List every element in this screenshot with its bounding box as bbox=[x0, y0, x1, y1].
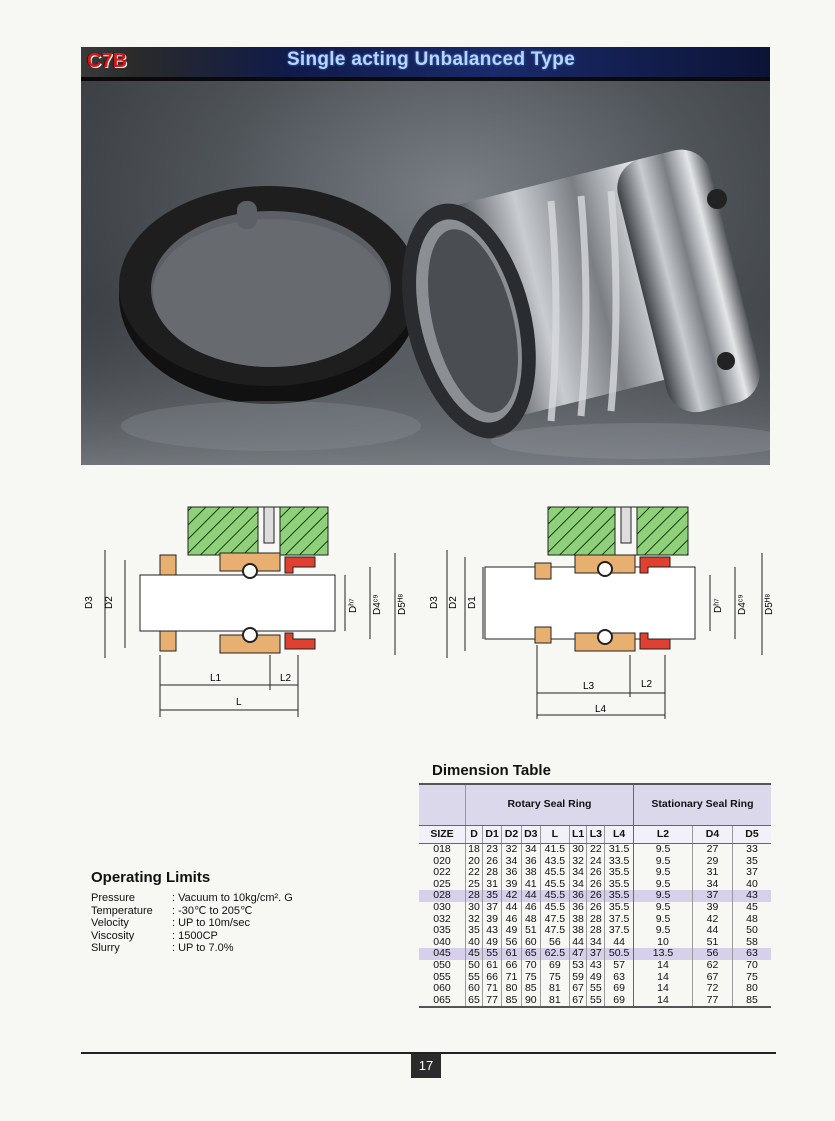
table-cell: 63 bbox=[605, 972, 634, 984]
table-cell: 9.5 bbox=[633, 856, 692, 868]
table-cell: 26 bbox=[482, 856, 501, 868]
table-cell: 31 bbox=[482, 879, 501, 891]
table-cell: 56 bbox=[502, 937, 521, 949]
table-cell: 38 bbox=[521, 867, 540, 879]
table-cell: 47.5 bbox=[540, 914, 569, 926]
table-cell: 34 bbox=[587, 937, 605, 949]
table-cell: 81 bbox=[540, 983, 569, 995]
table-cell: 85 bbox=[502, 995, 521, 1008]
table-cell: 045 bbox=[419, 948, 466, 960]
limit-value: : Vacuum to 10kg/cm². G bbox=[172, 892, 293, 904]
table-cell: 39 bbox=[482, 914, 501, 926]
label-l3: L3 bbox=[583, 681, 595, 692]
table-cell: 34 bbox=[502, 856, 521, 868]
table-cell: 29 bbox=[693, 856, 733, 868]
limit-value: : 1500CP bbox=[172, 929, 218, 942]
table-cell: 040 bbox=[433, 935, 451, 948]
group-rotary-seal-ring: Rotary Seal Ring bbox=[466, 784, 634, 826]
table-cell: 39 bbox=[693, 902, 733, 914]
limit-label: Slurry bbox=[91, 942, 120, 955]
table-cell: 51 bbox=[693, 937, 733, 949]
table-cell: 77 bbox=[482, 995, 501, 1008]
table-cell: 26 bbox=[587, 890, 605, 902]
column-header-l2: L2 bbox=[633, 826, 692, 844]
column-header-l4: L4 bbox=[605, 826, 634, 844]
table-cell: 14 bbox=[633, 960, 692, 972]
label-l2: L2 bbox=[641, 679, 653, 690]
table-cell: 35 bbox=[466, 925, 483, 937]
table-cell: 43 bbox=[732, 890, 771, 902]
table-cell: 33.5 bbox=[605, 856, 634, 868]
table-cell: 69 bbox=[540, 960, 569, 972]
table-cell: 55 bbox=[587, 995, 605, 1008]
table-cell: 59 bbox=[569, 972, 587, 984]
table-cell: 56 bbox=[540, 937, 569, 949]
table-cell: 9.5 bbox=[633, 902, 692, 914]
table-cell: 36 bbox=[502, 867, 521, 879]
table-cell: 42 bbox=[693, 914, 733, 926]
table-cell: 9.5 bbox=[633, 867, 692, 879]
label-l1: L1 bbox=[210, 673, 222, 684]
table-cell: 35 bbox=[482, 890, 501, 902]
column-header-d4: D4 bbox=[693, 826, 733, 844]
table-cell: 36 bbox=[569, 902, 587, 914]
page-title: Single acting Unbalanced Type bbox=[286, 49, 576, 70]
table-row bbox=[419, 925, 771, 937]
table-cell: 030 bbox=[433, 900, 451, 913]
column-header-d5: D5 bbox=[732, 826, 771, 844]
table-cell: 49 bbox=[587, 972, 605, 984]
table-cell: 050 bbox=[433, 958, 451, 971]
dimension-table bbox=[419, 783, 771, 1008]
table-cell: 37.5 bbox=[605, 914, 634, 926]
table-cell: 10 bbox=[633, 937, 692, 949]
table-cell: 77 bbox=[693, 995, 733, 1008]
cross-section-diagram-right bbox=[425, 505, 780, 720]
table-cell: 71 bbox=[502, 972, 521, 984]
column-header-d1: D1 bbox=[482, 826, 501, 844]
limit-value: : -30℃ to 205℃ bbox=[172, 904, 253, 917]
table-cell: 9.5 bbox=[633, 925, 692, 937]
table-cell: 30 bbox=[466, 902, 483, 914]
table-cell: 33 bbox=[732, 844, 771, 856]
table-cell: 31.5 bbox=[605, 844, 634, 856]
group-blank bbox=[419, 784, 466, 826]
table-cell: 022 bbox=[433, 866, 451, 879]
table-cell: 34 bbox=[569, 867, 587, 879]
table-cell: 14 bbox=[633, 983, 692, 995]
table-cell: 53 bbox=[569, 960, 587, 972]
table-cell: 56 bbox=[693, 948, 733, 960]
table-cell: 90 bbox=[521, 995, 540, 1008]
label-d4: D4ᶜ⁹ bbox=[372, 594, 383, 615]
label-dh7: Dʰ⁷ bbox=[348, 598, 359, 613]
table-row bbox=[419, 902, 771, 914]
table-cell: 69 bbox=[605, 995, 634, 1008]
operating-limit-item bbox=[91, 892, 293, 905]
mechanical-seal-image bbox=[81, 81, 770, 465]
table-cell: 62.5 bbox=[540, 948, 569, 960]
table-cell: 58 bbox=[732, 937, 771, 949]
table-cell: 065 bbox=[419, 995, 466, 1008]
table-cell: 35.5 bbox=[605, 902, 634, 914]
table-cell: 14 bbox=[633, 995, 692, 1008]
table-row bbox=[419, 983, 771, 995]
table-cell: 47.5 bbox=[540, 925, 569, 937]
table-cell: 37 bbox=[587, 948, 605, 960]
label-d3: D3 bbox=[429, 596, 440, 609]
table-cell: 46 bbox=[521, 902, 540, 914]
column-header-d: D bbox=[466, 826, 483, 844]
table-cell: 80 bbox=[502, 983, 521, 995]
label-d1: D1 bbox=[467, 596, 478, 609]
table-cell: 37 bbox=[732, 867, 771, 879]
table-cell: 32 bbox=[569, 856, 587, 868]
table-cell: 57 bbox=[605, 960, 634, 972]
table-cell: 60 bbox=[466, 983, 483, 995]
column-header-l3: L3 bbox=[587, 826, 605, 844]
table-cell: 43 bbox=[587, 960, 605, 972]
table-cell: 26 bbox=[587, 879, 605, 891]
label-d5: D5ᴴ⁸ bbox=[397, 593, 408, 615]
table-cell: 63 bbox=[732, 948, 771, 960]
product-photo bbox=[81, 81, 770, 465]
table-cell: 18 bbox=[466, 844, 483, 856]
table-cell: 34 bbox=[569, 879, 587, 891]
operating-limit-item bbox=[91, 917, 293, 930]
limit-label: Pressure bbox=[91, 892, 136, 904]
table-cell: 34 bbox=[693, 879, 733, 891]
table-cell: 45.5 bbox=[540, 890, 569, 902]
table-cell: 67 bbox=[693, 972, 733, 984]
table-cell: 14 bbox=[633, 972, 692, 984]
table-cell: 44 bbox=[693, 925, 733, 937]
column-header-d2: D2 bbox=[502, 826, 521, 844]
table-cell: 32 bbox=[502, 844, 521, 856]
table-cell: 48 bbox=[521, 914, 540, 926]
column-header-l: L bbox=[540, 826, 569, 844]
table-cell: 34 bbox=[521, 844, 540, 856]
table-cell: 67 bbox=[569, 983, 587, 995]
label-l4: L4 bbox=[595, 704, 607, 715]
operating-limit-item bbox=[91, 930, 293, 943]
table-cell: 44 bbox=[605, 937, 634, 949]
table-cell: 26 bbox=[587, 867, 605, 879]
limit-label: Temperature bbox=[91, 904, 153, 917]
table-cell: 71 bbox=[482, 983, 501, 995]
table-cell: 035 bbox=[433, 924, 451, 937]
table-cell: 28 bbox=[466, 890, 483, 902]
limit-value: : UP to 10m/sec bbox=[172, 917, 251, 930]
table-cell: 85 bbox=[732, 995, 771, 1008]
operating-limits-title: Operating Limits bbox=[91, 869, 211, 886]
table-cell: 43.5 bbox=[540, 856, 569, 868]
table-cell: 69 bbox=[605, 983, 634, 995]
operating-limits-list bbox=[91, 892, 293, 955]
table-cell: 38 bbox=[569, 925, 587, 937]
table-cell: 75 bbox=[540, 972, 569, 984]
table-cell: 26 bbox=[587, 902, 605, 914]
table-cell: 85 bbox=[521, 983, 540, 995]
table-cell: 45.5 bbox=[540, 879, 569, 891]
table-cell: 55 bbox=[587, 983, 605, 995]
table-cell: 55 bbox=[482, 948, 501, 960]
table-cell: 49 bbox=[482, 937, 501, 949]
table-cell: 32 bbox=[466, 914, 483, 926]
table-cell: 36 bbox=[569, 890, 587, 902]
table-row bbox=[419, 844, 771, 856]
table-cell: 025 bbox=[433, 877, 451, 890]
table-cell: 28 bbox=[587, 914, 605, 926]
table-cell: 032 bbox=[433, 912, 451, 925]
column-header-size: SIZE bbox=[419, 826, 466, 844]
label-l: L bbox=[236, 697, 242, 708]
table-cell: 37 bbox=[693, 890, 733, 902]
table-cell: 44 bbox=[569, 937, 587, 949]
table-cell: 81 bbox=[540, 995, 569, 1008]
table-cell: 45 bbox=[466, 948, 483, 960]
table-cell: 50 bbox=[732, 925, 771, 937]
table-cell: 46 bbox=[502, 914, 521, 926]
table-cell: 50 bbox=[466, 960, 483, 972]
table-cell: 38 bbox=[569, 914, 587, 926]
dimension-table-title: Dimension Table bbox=[432, 762, 551, 779]
table-cell: 45 bbox=[732, 902, 771, 914]
table-cell: 75 bbox=[732, 972, 771, 984]
table-cell: 31 bbox=[693, 867, 733, 879]
table-cell: 55 bbox=[466, 972, 483, 984]
table-cell: 49 bbox=[502, 925, 521, 937]
table-cell: 9.5 bbox=[633, 844, 692, 856]
table-cell: 060 bbox=[433, 982, 451, 995]
table-cell: 35 bbox=[732, 856, 771, 868]
column-header-l1: L1 bbox=[569, 826, 587, 844]
table-cell: 028 bbox=[419, 890, 466, 902]
table-cell: 40 bbox=[732, 879, 771, 891]
table-cell: 75 bbox=[521, 972, 540, 984]
operating-limit-item bbox=[91, 942, 293, 955]
table-cell: 50.5 bbox=[605, 948, 634, 960]
table-cell: 66 bbox=[502, 960, 521, 972]
label-d5: D5ᴴ⁸ bbox=[764, 593, 775, 615]
table-cell: 9.5 bbox=[633, 879, 692, 891]
table-cell: 20 bbox=[466, 856, 483, 868]
label-d4: D4ᶜ⁹ bbox=[737, 594, 748, 615]
table-cell: 60 bbox=[521, 937, 540, 949]
cross-section-diagram-left bbox=[80, 505, 420, 720]
table-cell: 62 bbox=[693, 960, 733, 972]
table-cell: 018 bbox=[433, 843, 451, 855]
column-header-d3: D3 bbox=[521, 826, 540, 844]
table-cell: 40 bbox=[466, 937, 483, 949]
table-cell: 39 bbox=[502, 879, 521, 891]
table-row bbox=[419, 960, 771, 972]
header-banner bbox=[81, 47, 770, 81]
table-cell: 51 bbox=[521, 925, 540, 937]
label-d2: D2 bbox=[448, 596, 459, 609]
table-cell: 28 bbox=[482, 867, 501, 879]
table-cell: 25 bbox=[466, 879, 483, 891]
table-cell: 61 bbox=[482, 960, 501, 972]
table-cell: 37 bbox=[482, 902, 501, 914]
table-cell: 48 bbox=[732, 914, 771, 926]
table-cell: 35.5 bbox=[605, 879, 634, 891]
table-cell: 22 bbox=[466, 867, 483, 879]
table-cell: 45.5 bbox=[540, 867, 569, 879]
table-cell: 70 bbox=[732, 960, 771, 972]
table-cell: 27 bbox=[693, 844, 733, 856]
table-cell: 72 bbox=[693, 983, 733, 995]
table-cell: 45.5 bbox=[540, 902, 569, 914]
label-d2: D2 bbox=[104, 596, 115, 609]
table-cell: 70 bbox=[521, 960, 540, 972]
page-number: 17 bbox=[411, 1054, 441, 1078]
table-cell: 22 bbox=[587, 844, 605, 856]
table-cell: 42 bbox=[502, 890, 521, 902]
label-l2: L2 bbox=[280, 673, 292, 684]
table-cell: 35.5 bbox=[605, 890, 634, 902]
limit-value: : UP to 7.0% bbox=[172, 942, 234, 955]
table-cell: 9.5 bbox=[633, 914, 692, 926]
table-cell: 41.5 bbox=[540, 844, 569, 856]
table-cell: 80 bbox=[732, 983, 771, 995]
table-cell: 13.5 bbox=[633, 948, 692, 960]
table-cell: 67 bbox=[569, 995, 587, 1008]
label-d3: D3 bbox=[84, 596, 95, 609]
table-cell: 37.5 bbox=[605, 925, 634, 937]
table-cell: 28 bbox=[587, 925, 605, 937]
table-body bbox=[419, 844, 771, 1008]
table-cell: 24 bbox=[587, 856, 605, 868]
table-cell: 44 bbox=[502, 902, 521, 914]
table-cell: 30 bbox=[569, 844, 587, 856]
product-code: C7B bbox=[87, 50, 128, 72]
table-cell: 41 bbox=[521, 879, 540, 891]
table-cell: 23 bbox=[482, 844, 501, 856]
label-dh7: Dʰ⁷ bbox=[713, 598, 724, 613]
table-cell: 43 bbox=[482, 925, 501, 937]
operating-limit-item bbox=[91, 905, 293, 918]
table-cell: 65 bbox=[466, 995, 483, 1008]
limit-label: Velocity bbox=[91, 917, 129, 930]
limit-label: Viscosity bbox=[91, 929, 135, 942]
group-stationary-seal-ring: Stationary Seal Ring bbox=[633, 784, 771, 826]
table-cell: 055 bbox=[433, 970, 451, 983]
table-cell: 44 bbox=[521, 890, 540, 902]
table-cell: 020 bbox=[433, 854, 451, 867]
table-cell: 9.5 bbox=[633, 890, 692, 902]
table-row bbox=[419, 995, 771, 1008]
table-cell: 65 bbox=[521, 948, 540, 960]
table-cell: 36 bbox=[521, 856, 540, 868]
table-cell: 66 bbox=[482, 972, 501, 984]
table-header-row bbox=[419, 826, 771, 844]
table-cell: 35.5 bbox=[605, 867, 634, 879]
table-cell: 47 bbox=[569, 948, 587, 960]
table-cell: 61 bbox=[502, 948, 521, 960]
